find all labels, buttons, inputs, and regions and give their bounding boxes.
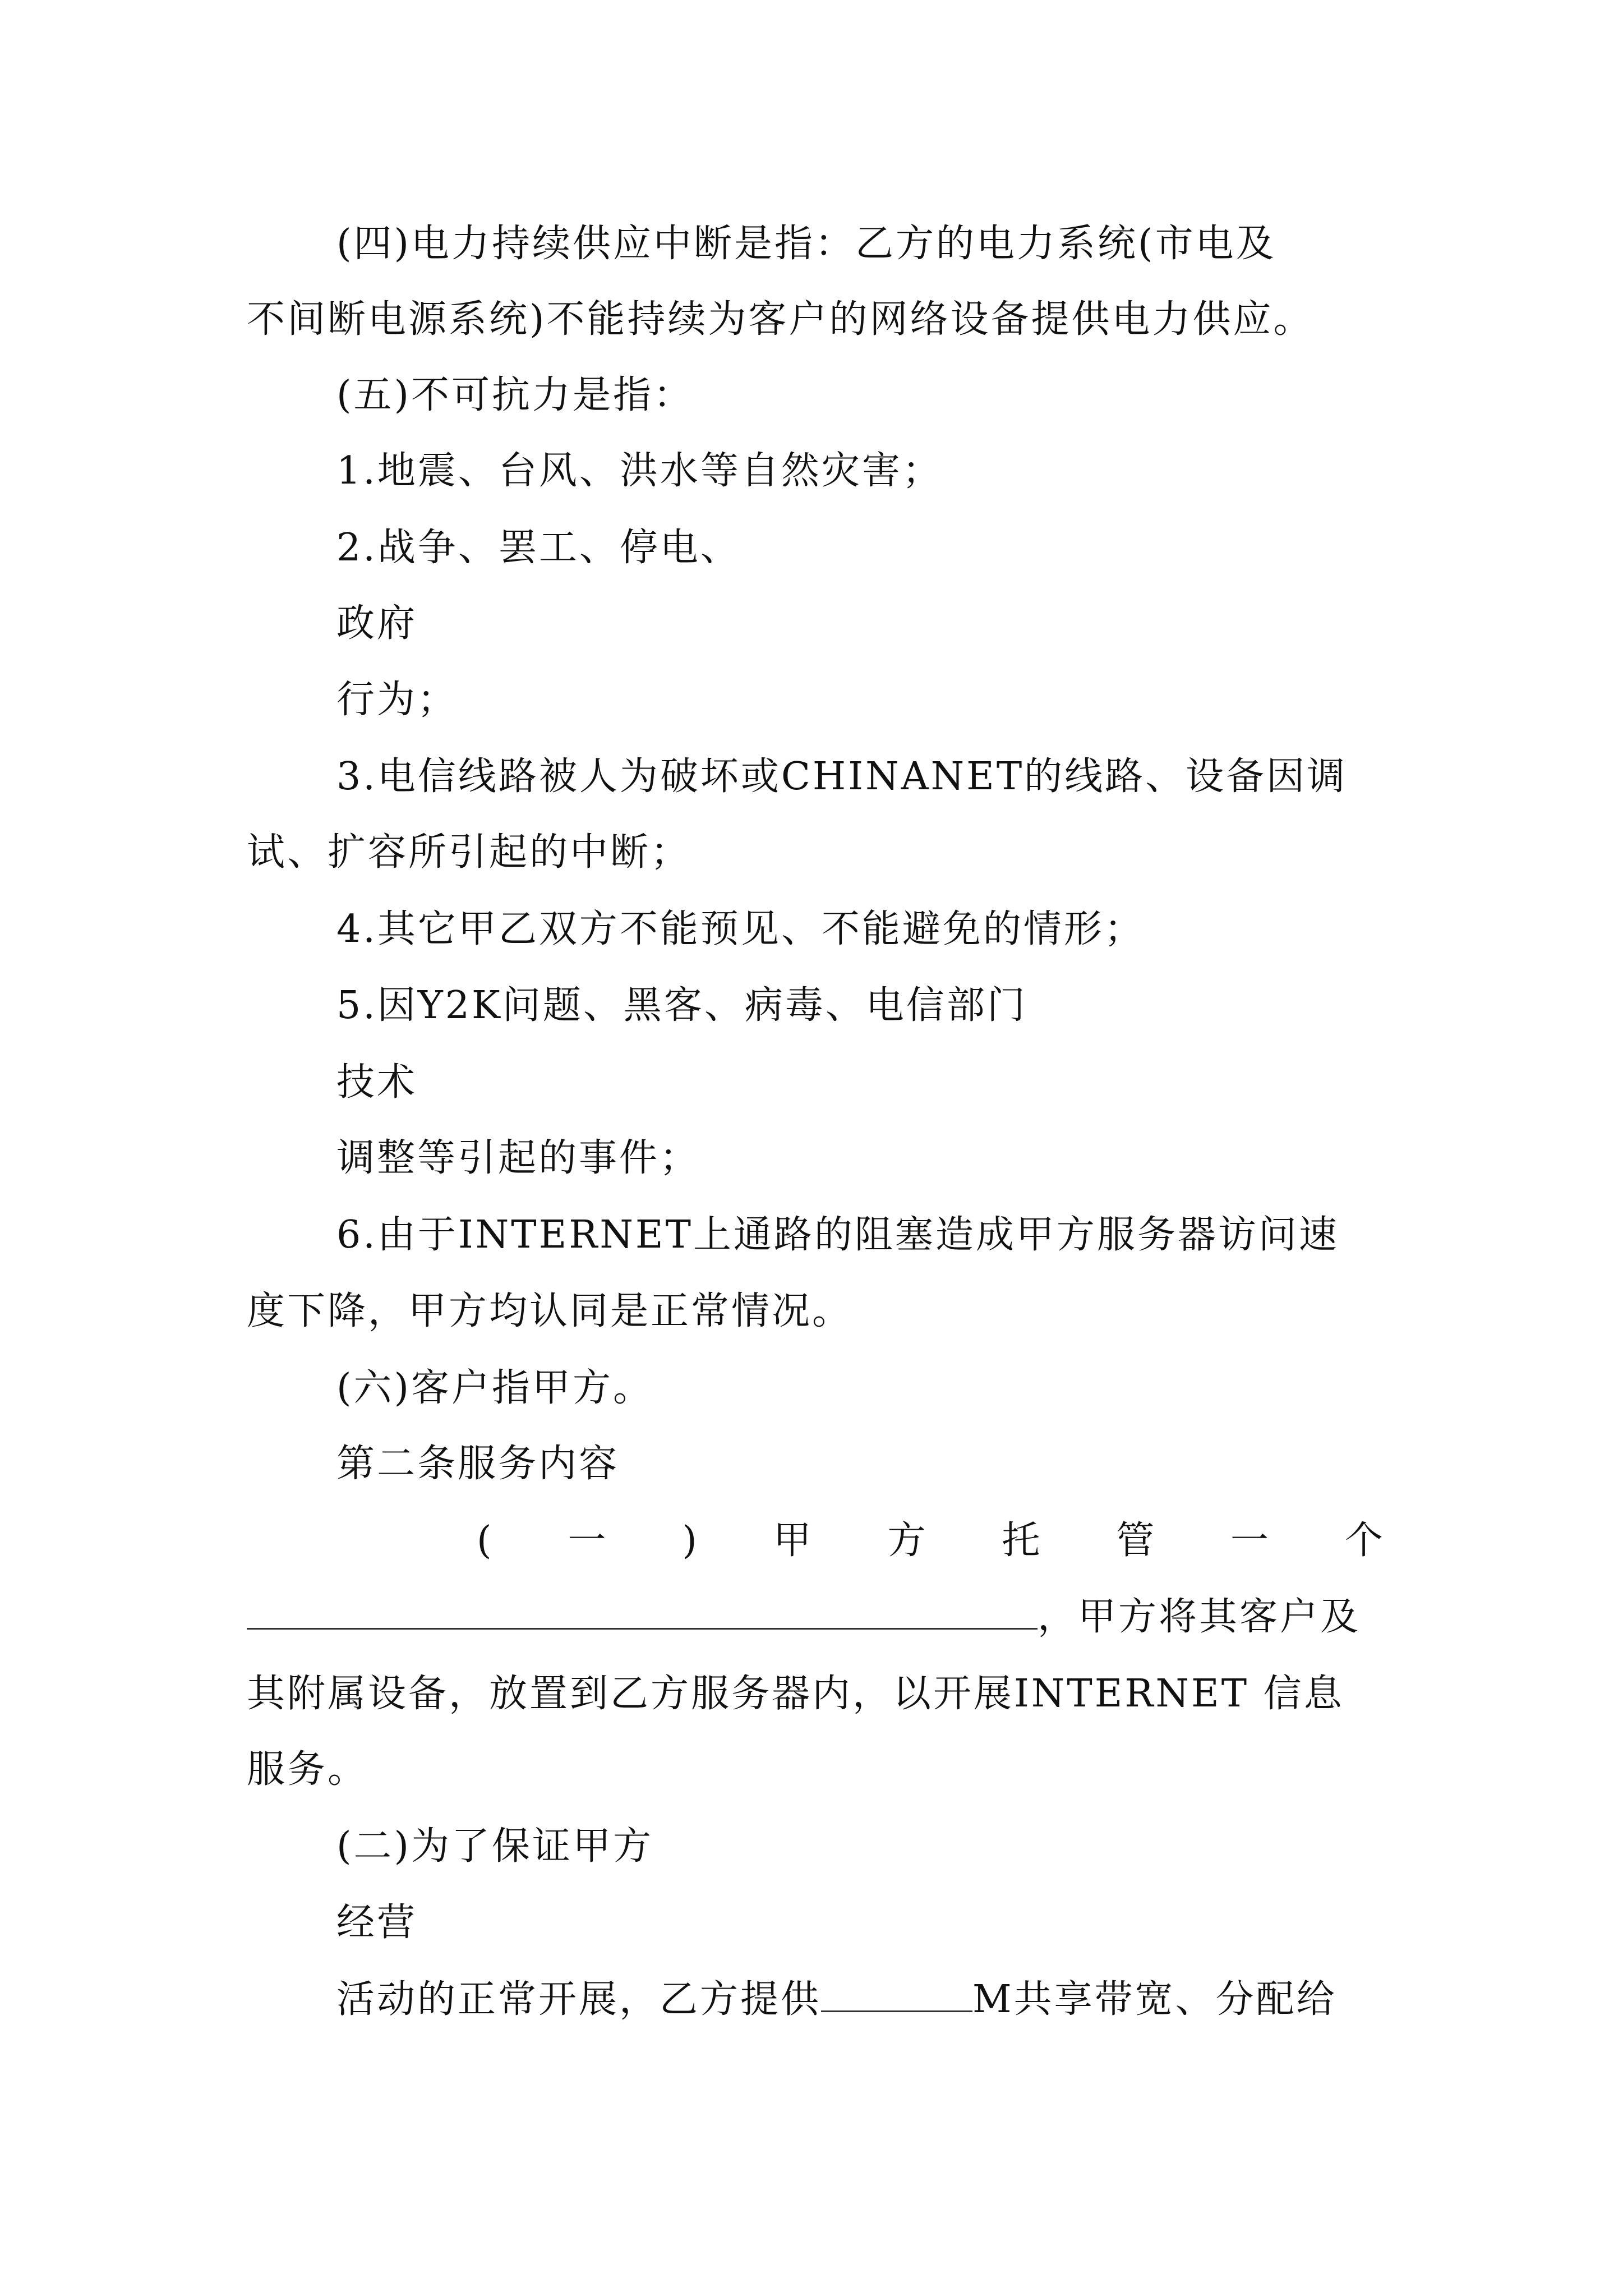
blank-line-suffix: ，甲方将其客户及 bbox=[1038, 1595, 1361, 1639]
paragraph-line: 政府 bbox=[336, 601, 418, 646]
paragraph-line: 度下降，甲方均认同是正常情况。 bbox=[247, 1289, 853, 1333]
spaced-char: 方 bbox=[887, 1519, 928, 1563]
paragraph-line: 4.其它甲乙双方不能预见、不能避免的情形； bbox=[336, 907, 1145, 951]
spaced-char: 个 bbox=[1344, 1519, 1385, 1563]
fill-in-blank[interactable] bbox=[247, 1593, 1038, 1630]
paragraph-line: (四)电力持续供应中断是指：乙方的电力系统(市电及 bbox=[336, 222, 1276, 266]
paragraph-line: 2.战争、罢工、停电、 bbox=[336, 526, 741, 570]
paragraph-line: 行为； bbox=[336, 678, 458, 722]
spaced-char: 一 bbox=[1230, 1519, 1271, 1563]
paragraph-line: 调整等引起的事件； bbox=[336, 1136, 700, 1180]
spaced-clause-line bbox=[477, 1516, 1385, 1566]
spaced-char: 托 bbox=[1002, 1519, 1043, 1563]
spaced-char: ( bbox=[477, 1519, 494, 1563]
paragraph-line: 3.电信线路被人为破坏或CHINANET的线路、设备因调 bbox=[336, 754, 1348, 799]
bandwidth-blank[interactable] bbox=[821, 1976, 972, 2012]
paragraph-line: 技术 bbox=[336, 1060, 418, 1105]
spaced-char: 甲 bbox=[773, 1519, 814, 1563]
spaced-char: ) bbox=[682, 1519, 699, 1563]
paragraph-line: 6.由于INTERNET上通路的阻塞造成甲方服务器访问速 bbox=[336, 1213, 1339, 1257]
bandwidth-prefix: 活动的正常开展，乙方提供 bbox=[336, 1977, 822, 2022]
paragraph-line: 试、扩容所引起的中断； bbox=[247, 830, 691, 875]
paragraph-line: (五)不可抗力是指： bbox=[336, 373, 694, 417]
paragraph-line: 服务。 bbox=[247, 1747, 368, 1792]
bandwidth-suffix: M共享带宽、分配给 bbox=[972, 1977, 1337, 2022]
paragraph-line: (六)客户指甲方。 bbox=[336, 1366, 654, 1410]
paragraph-line: 不间断电源系统)不能持续为客户的网络设备提供电力供应。 bbox=[247, 297, 1314, 342]
section-heading: 第二条服务内容 bbox=[336, 1442, 620, 1486]
paragraph-line: 其附属设备，放置到乙方服务器内，以开展INTERNET 信息 bbox=[247, 1672, 1344, 1716]
spaced-char: 一 bbox=[568, 1519, 608, 1563]
paragraph-line: 5.因Y2K问题、黑客、病毒、电信部门 bbox=[336, 983, 1027, 1028]
bandwidth-line bbox=[336, 1975, 1385, 2025]
spaced-char: 管 bbox=[1116, 1519, 1157, 1563]
paragraph-line: 经营 bbox=[336, 1901, 418, 1945]
paragraph-line: (二)为了保证甲方 bbox=[336, 1824, 654, 1869]
paragraph-line: 1.地震、台风、洪水等自然灾害； bbox=[336, 449, 943, 493]
blank-fill-line bbox=[247, 1592, 1385, 1642]
